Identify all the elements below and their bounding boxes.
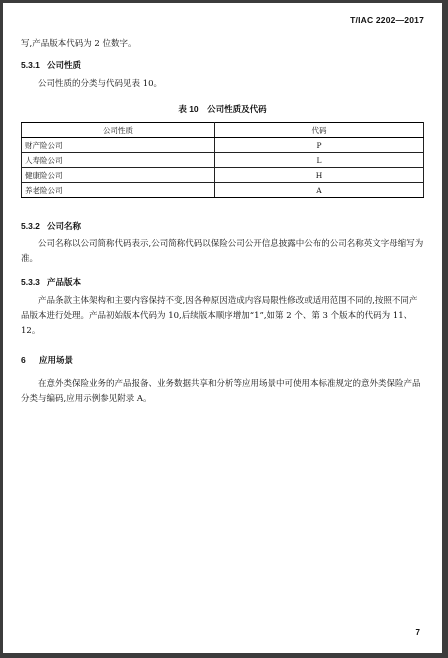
table-caption: 表 10 公司性质及代码	[178, 104, 267, 114]
section-title: 公司名称	[47, 221, 82, 231]
header-code: 代码	[214, 123, 423, 138]
standard-code-header: T/IAC 2202—2017	[350, 15, 424, 25]
section-5-3-3-heading	[21, 276, 81, 288]
cell-code: H	[214, 168, 423, 183]
table-row	[22, 168, 424, 183]
cell-code: A	[214, 183, 423, 198]
cell-code: L	[214, 153, 423, 168]
cell-code: P	[214, 138, 423, 153]
header-company-nature: 公司性质	[22, 123, 215, 138]
table-row	[22, 138, 424, 153]
section-6-heading	[21, 354, 73, 366]
section-5-3-3-text: 产品条款主体架构和主要内容保持不变,因各种原因造成内容局限性修改或适用范围不同的,按照不同产品版本进行处理。产品初始版本代码为 10,后续版本顺序增加“1”,如第 2 个、第 3 个版本的代码为 11、12。	[21, 296, 418, 336]
section-5-3-1-text: 公司性质的分类与代码见表 10。	[38, 79, 163, 89]
table-row	[22, 153, 424, 168]
cell-company-nature: 财产险公司	[22, 138, 215, 153]
section-number: 5.3.1	[21, 60, 40, 70]
section-title: 应用场景	[39, 355, 74, 365]
section-5-3-1-heading	[21, 59, 81, 71]
section-5-3-2-heading	[21, 220, 81, 232]
section-5-3-2-text: 公司名称以公司简称代码表示,公司简称代码以保险公司公开信息披露中公布的公司名称英文字母缩写为准。	[21, 239, 424, 264]
section-number: 5.3.3	[21, 277, 40, 287]
table-row	[22, 183, 424, 198]
section-title: 产品版本	[47, 277, 82, 287]
table-header-row	[22, 123, 424, 138]
cell-company-nature: 健康险公司	[22, 168, 215, 183]
company-nature-table	[21, 122, 424, 198]
section-number: 5.3.2	[21, 221, 40, 231]
document-page	[3, 3, 442, 653]
cell-company-nature: 人寿险公司	[22, 153, 215, 168]
cell-company-nature: 养老险公司	[22, 183, 215, 198]
section-6-text: 在意外类保险业务的产品报备、业务数据共享和分析等应用场景中可使用本标准规定的意外类保险产品分类与编码,应用示例参见附录 A。	[21, 379, 421, 404]
section-number: 6	[21, 355, 26, 365]
section-title: 公司性质	[47, 60, 82, 70]
intro-text: 写,产品版本代码为 2 位数字。	[21, 39, 137, 49]
page-number: 7	[415, 628, 420, 637]
